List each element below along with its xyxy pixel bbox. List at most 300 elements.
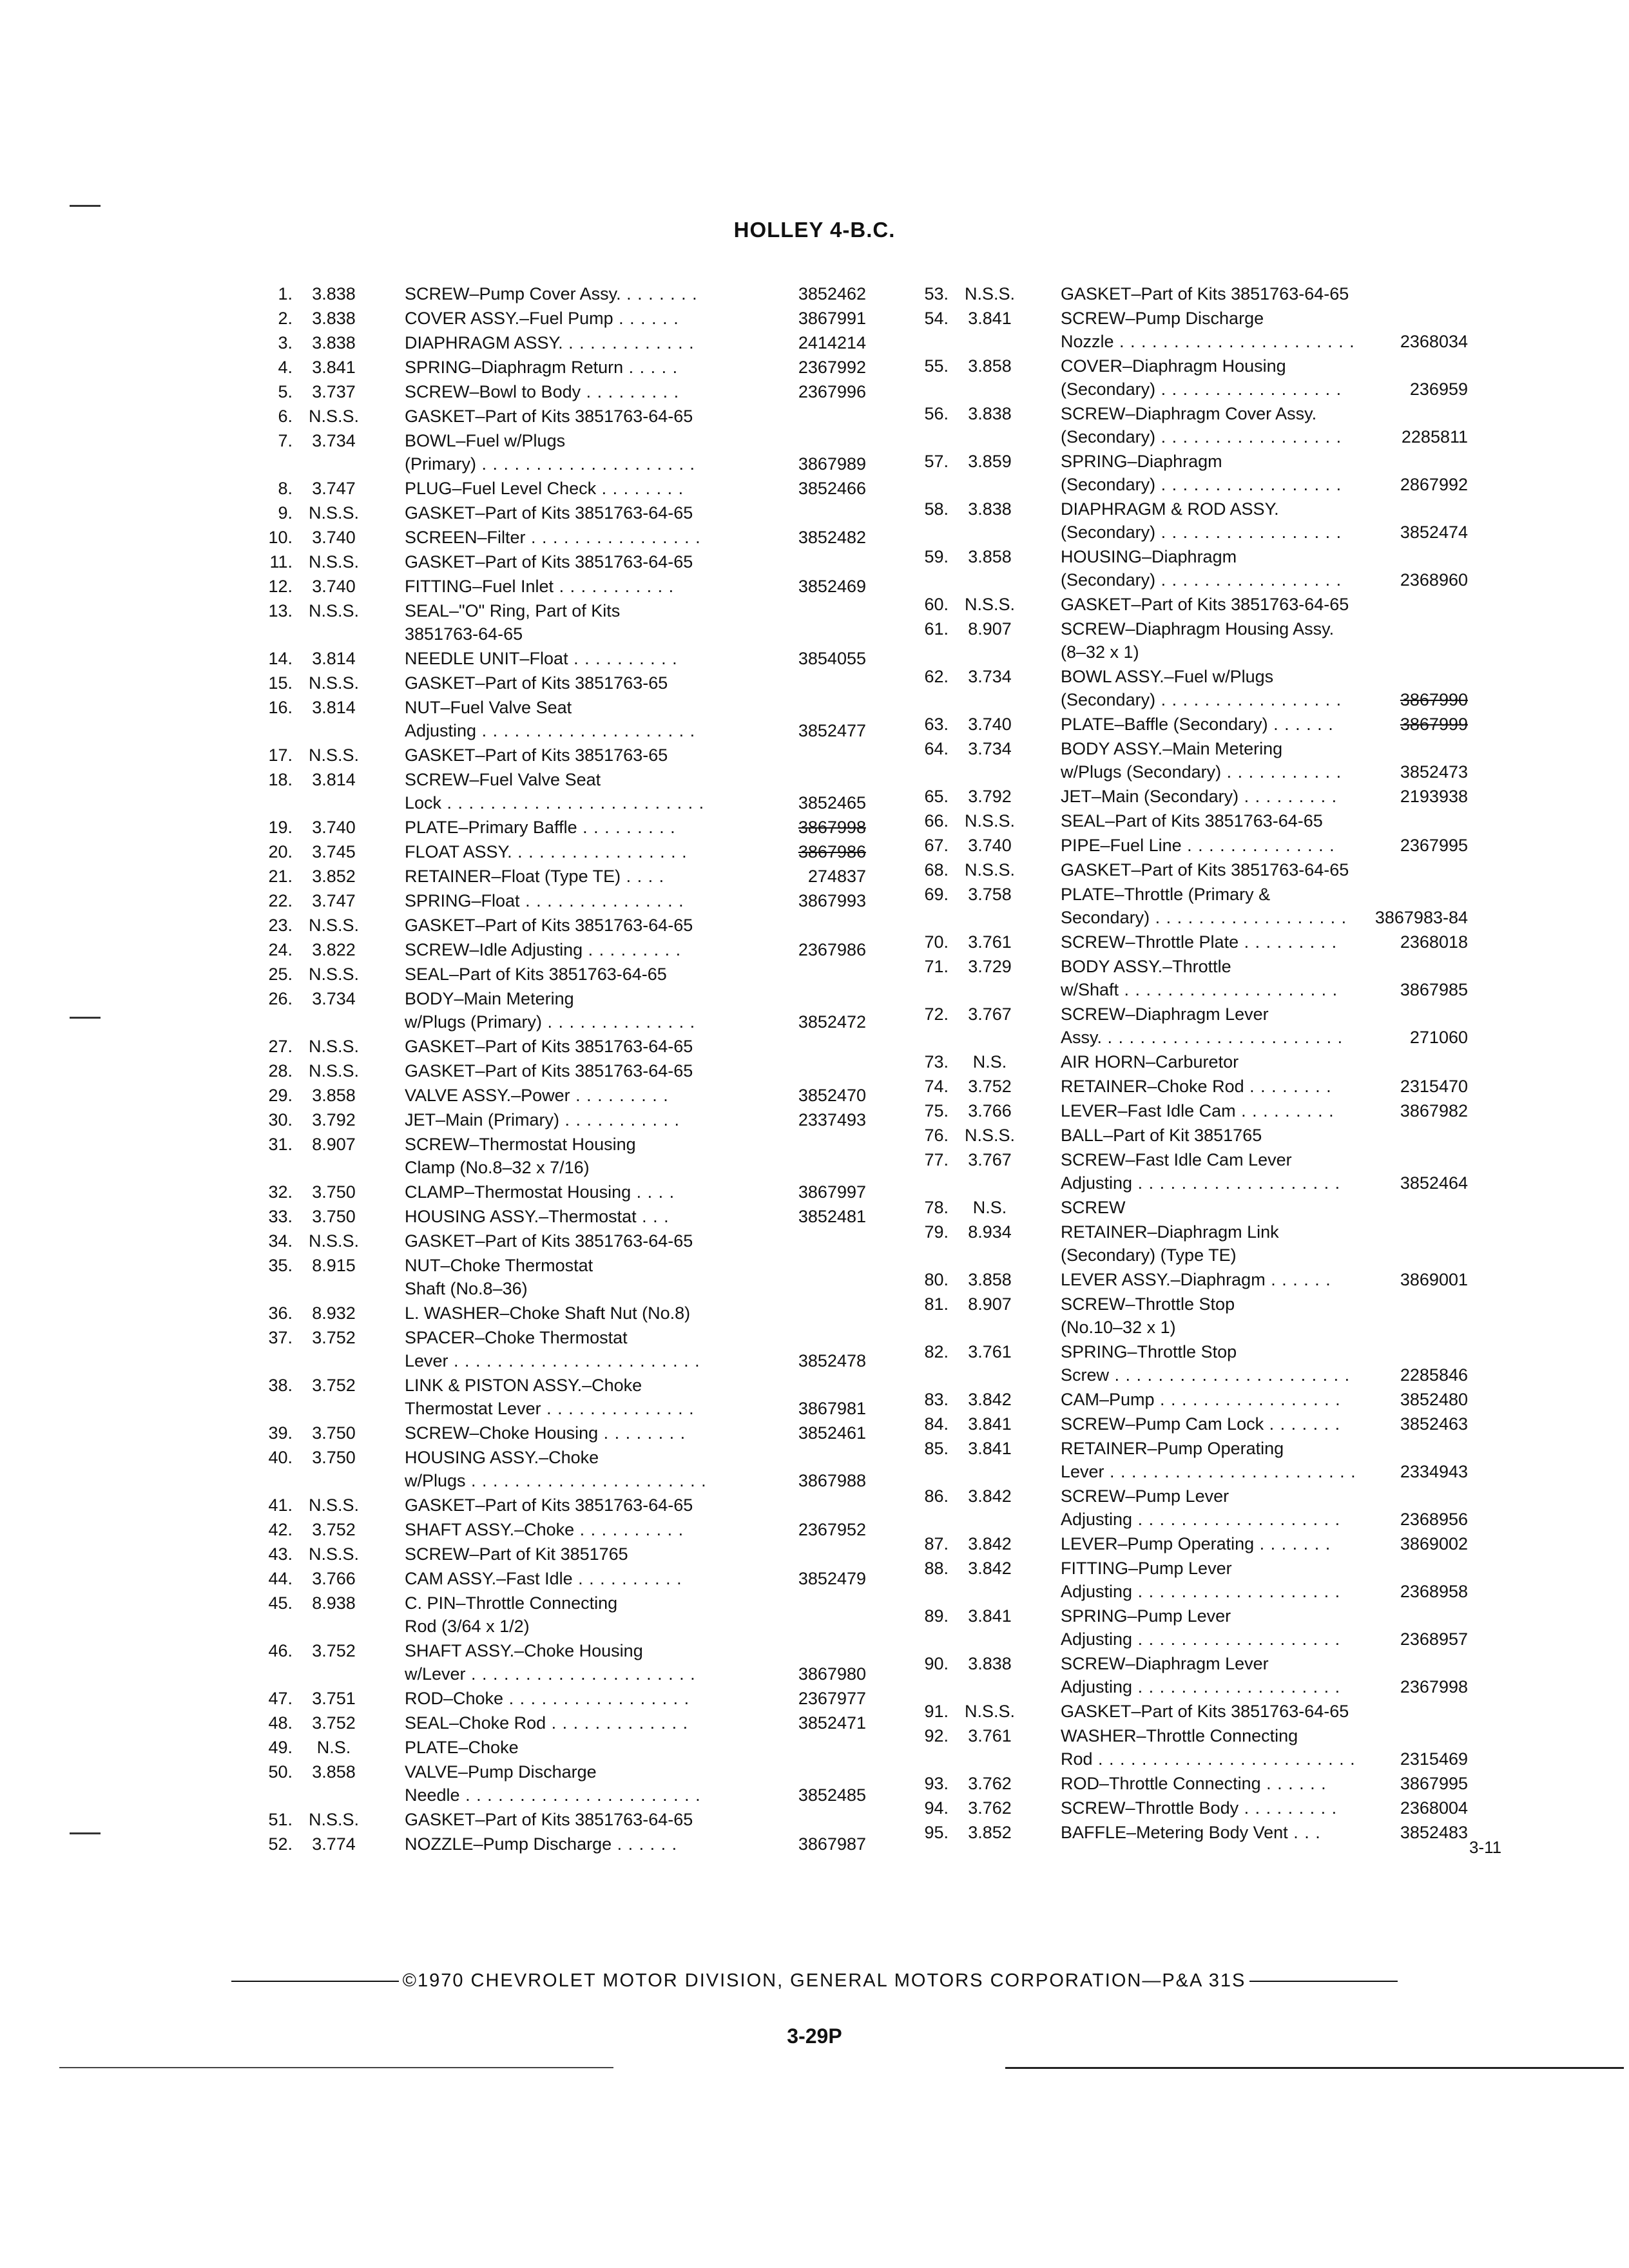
part-entry-line (901, 1075, 1468, 1098)
part-description (405, 1687, 689, 1710)
part-entry (901, 1268, 1468, 1291)
description-text: (8–32 x 1) (1061, 642, 1139, 662)
part-entry-line (901, 450, 1468, 473)
item-number: 44. (268, 1569, 293, 1588)
description-text: PLATE–Primary Baffle (405, 818, 577, 837)
group-number: 3.841 (968, 1439, 1012, 1458)
part-entry-line (901, 1148, 1468, 1171)
description-text: Rod (1061, 1749, 1093, 1769)
item-number: 58. (924, 499, 949, 519)
description-text: COVER–Diaphragm Housing (1061, 356, 1286, 376)
item-number: 74. (924, 1077, 949, 1096)
description-text: SCREW–Part of Kit 3851765 (405, 1544, 628, 1564)
part-entry (245, 987, 878, 1033)
item-number: 84. (924, 1414, 949, 1434)
part-entry-line (245, 1542, 878, 1566)
description-text: Adjusting (405, 721, 477, 740)
item-number: 40. (268, 1448, 293, 1467)
description-text: SEAL–"O" Ring, Part of Kits (405, 601, 621, 620)
part-entry-line (245, 526, 878, 549)
item-number: 32. (268, 1182, 293, 1202)
group-number: 3.747 (312, 479, 356, 498)
part-description (405, 307, 679, 330)
group-number: 3.842 (968, 1486, 1012, 1506)
part-description (1061, 1724, 1298, 1747)
item-number: 95. (924, 1823, 949, 1842)
part-description (1061, 1580, 1340, 1603)
part-entry-line (245, 1639, 878, 1662)
leader-dots: . . . . . . . . . . . . . . . . . . . (1132, 1629, 1341, 1649)
part-number: 3852466 (798, 479, 866, 498)
part-entry-line (245, 1205, 878, 1228)
leader-dots: . . . . . . . . . . . . . . . . . . . . . . (459, 1785, 701, 1805)
part-entry-line (245, 575, 878, 598)
part-entry-line (245, 1687, 878, 1710)
group-number: 8.938 (312, 1593, 356, 1613)
item-number: 39. (268, 1423, 293, 1443)
part-description (405, 1254, 593, 1277)
leader-dots: . . . . . . . . . . . . . . . . . . . . . (465, 1664, 696, 1684)
group-number: 3.734 (968, 667, 1012, 686)
item-number: 3. (278, 333, 293, 352)
part-description (405, 477, 684, 500)
part-entry-line (901, 354, 1468, 378)
item-number: 37. (268, 1328, 293, 1347)
part-entry-line (901, 640, 1468, 664)
group-number: 3.761 (968, 932, 1012, 952)
part-entry-line (245, 550, 878, 573)
part-entry-line (901, 1316, 1468, 1339)
part-entry-line (901, 688, 1468, 711)
description-text: SHAFT ASSY.–Choke Housing (405, 1641, 643, 1660)
description-text: SCREW–Choke Housing (405, 1423, 599, 1443)
part-description (1061, 1003, 1269, 1026)
description-text: w/Shaft (1061, 980, 1119, 999)
part-number: 2367986 (798, 940, 866, 959)
group-number: 3.729 (968, 957, 1012, 976)
part-description (1061, 1437, 1284, 1460)
part-description (1061, 640, 1139, 664)
description-text: Adjusting (1061, 1677, 1133, 1696)
bottom-rule-left (59, 2067, 613, 2068)
item-number: 76. (924, 1126, 949, 1145)
item-number: 30. (268, 1110, 293, 1129)
part-description (405, 768, 601, 791)
group-number: N.S.S. (964, 811, 1016, 831)
item-number: 33. (268, 1207, 293, 1226)
part-entry-line (901, 425, 1468, 448)
part-entry-line (901, 593, 1468, 616)
part-entry-line (901, 1244, 1468, 1267)
leader-dots: . . . . . . . . . . . . . . . . . (1155, 427, 1342, 447)
part-description (405, 1229, 693, 1253)
leader-dots: . . . . . . . . . . . . . . . . . (1155, 475, 1342, 494)
part-entry-line (901, 521, 1468, 544)
part-entry-line (245, 380, 878, 403)
item-number: 22. (268, 891, 293, 910)
part-description (405, 1736, 519, 1759)
part-number: 3867989 (798, 454, 866, 474)
part-entry-line (901, 1747, 1468, 1771)
description-text: Lever (405, 1351, 448, 1370)
part-entry-line (901, 906, 1468, 929)
description-text: Shaft (No.8–36) (405, 1279, 528, 1298)
part-entry (245, 1326, 878, 1372)
part-description (405, 1711, 688, 1735)
part-number: 271060 (1409, 1028, 1468, 1047)
part-entry-line (901, 282, 1468, 305)
leader-dots: . . . . . . . . . . . . . . . . . (1155, 690, 1342, 709)
leader-dots: . . . . . . . . . . . . . . . . . . . . (1119, 980, 1338, 999)
description-text: SCREW–Pump Discharge (1061, 309, 1264, 328)
description-text: SPACER–Choke Thermostat (405, 1328, 628, 1347)
description-text: Needle (405, 1785, 460, 1805)
part-description (1061, 1460, 1356, 1483)
item-number: 57. (924, 452, 949, 471)
description-text: SCREEN–Filter (405, 528, 526, 547)
part-description (1061, 402, 1316, 425)
part-entry-line (901, 713, 1468, 736)
description-text: NEEDLE UNIT–Float (405, 649, 568, 668)
item-number: 28. (268, 1061, 293, 1081)
part-description (405, 987, 574, 1010)
part-description (405, 1760, 597, 1783)
parts-column-right (901, 282, 1468, 1845)
part-entry-line (901, 617, 1468, 640)
item-number: 55. (924, 356, 949, 376)
part-description (1061, 1821, 1321, 1844)
item-number: 47. (268, 1689, 293, 1708)
description-text: GASKET–Part of Kits 3851763-64-65 (405, 1231, 693, 1251)
part-number: 2315469 (1400, 1749, 1468, 1769)
part-entry-line (901, 858, 1468, 881)
part-description (1061, 1675, 1340, 1698)
description-text: ROD–Choke (405, 1689, 504, 1708)
part-description (405, 1662, 696, 1686)
group-number: 3.734 (312, 431, 356, 450)
leader-dots: . . . . . . . . (598, 1423, 686, 1443)
part-entry (901, 1293, 1468, 1339)
part-entry-line (245, 429, 878, 452)
part-entry-line (901, 1171, 1468, 1195)
part-entry (901, 1772, 1468, 1795)
item-number: 1. (278, 284, 293, 303)
part-entry-line (245, 622, 878, 646)
leader-dots: . . . . . . . (1264, 1414, 1341, 1434)
part-entry-line (901, 545, 1468, 568)
group-number: 3.752 (312, 1376, 356, 1395)
part-entry-line (245, 1254, 878, 1277)
leader-dots: . . . . . . . . . . . . (563, 333, 695, 352)
part-entry-line (245, 1494, 878, 1517)
group-number: 3.838 (312, 333, 356, 352)
part-description (1061, 1772, 1327, 1795)
part-entry-line (245, 696, 878, 719)
item-number: 92. (924, 1726, 949, 1745)
leader-dots: . . . . . . . . . . (572, 1569, 682, 1588)
item-number: 72. (924, 1004, 949, 1024)
group-number: 3.740 (968, 715, 1012, 734)
part-description (1061, 785, 1337, 808)
item-number: 29. (268, 1086, 293, 1105)
group-number: 3.858 (312, 1086, 356, 1105)
part-entry-line (901, 378, 1468, 401)
part-description (405, 744, 668, 767)
item-number: 94. (924, 1798, 949, 1818)
leader-dots: . . . . . . . . . . . . . . . . . . . . . . . . (1092, 1749, 1356, 1769)
description-text: SCREW–Diaphragm Lever (1061, 1004, 1269, 1024)
part-entry-line (245, 1662, 878, 1686)
part-entry-line (245, 647, 878, 670)
part-description (1061, 425, 1342, 448)
group-number: 3.814 (312, 770, 356, 789)
part-entry-line (245, 477, 878, 500)
part-description (405, 501, 693, 524)
leader-dots: . . . . . . . . . . (574, 1520, 684, 1539)
group-number: 3.750 (312, 1423, 356, 1443)
part-description (1061, 1026, 1343, 1049)
item-number: 13. (268, 601, 293, 620)
part-entry (901, 1075, 1468, 1098)
part-entry (245, 1229, 878, 1253)
description-text: COVER ASSY.–Fuel Pump (405, 309, 613, 328)
group-number: 3.752 (312, 1328, 356, 1347)
description-text: SCREW–Throttle Plate (1061, 932, 1239, 952)
part-entry-line (245, 1035, 878, 1058)
description-text: LEVER–Fast Idle Cam (1061, 1101, 1236, 1120)
description-text: SPRING–Float (405, 891, 520, 910)
description-text: BOWL ASSY.–Fuel w/Plugs (1061, 667, 1274, 686)
part-entry (245, 1736, 878, 1759)
description-text: GASKET–Part of Kits 3851763-64-65 (1061, 595, 1349, 614)
part-entry (245, 1180, 878, 1204)
leader-dots: . . . . . . . . . . . . . . . . . . . . (476, 721, 696, 740)
part-description (405, 452, 695, 476)
group-number: 3.792 (312, 1110, 356, 1129)
part-entry-line (245, 914, 878, 937)
part-description (405, 1084, 669, 1107)
part-entry-line (901, 1003, 1468, 1026)
group-number: 3.858 (968, 547, 1012, 566)
description-text: BODY ASSY.–Main Metering (1061, 739, 1283, 758)
description-text: VALVE ASSY.–Power (405, 1086, 570, 1105)
part-description (405, 647, 678, 670)
part-description (1061, 930, 1337, 954)
item-number: 5. (278, 382, 293, 401)
part-entry (245, 307, 878, 330)
part-entry-line (901, 1485, 1468, 1508)
part-description (405, 1349, 700, 1372)
margin-mark (70, 1017, 101, 1019)
description-text: SEAL–Part of Kits 3851763-64-65 (1061, 811, 1323, 831)
item-number: 93. (924, 1774, 949, 1793)
item-number: 78. (924, 1198, 949, 1217)
part-entry-line (901, 1050, 1468, 1073)
description-text: JET–Main (Primary) (405, 1110, 560, 1129)
leader-dots: . . . . . . . . . . . . . . . . (525, 528, 701, 547)
part-description (1061, 1244, 1237, 1267)
part-entry (245, 865, 878, 888)
leader-dots: . . . . . . . . . . . . . . . . . (1155, 570, 1342, 590)
part-entry-line (245, 1229, 878, 1253)
part-description (405, 963, 667, 986)
part-description (405, 1035, 693, 1058)
description-text: (Secondary) (Type TE) (1061, 1245, 1237, 1265)
description-text: L. WASHER–Choke Shaft Nut (No.8) (405, 1303, 691, 1323)
part-entry-line (245, 719, 878, 742)
part-entry-line (901, 1652, 1468, 1675)
leader-dots: . . . . . . . (621, 284, 698, 303)
description-text: (Secondary) (1061, 523, 1156, 542)
part-entry-line (245, 1010, 878, 1033)
group-number: N.S.S. (308, 1231, 360, 1251)
part-description (405, 550, 693, 573)
part-description (405, 282, 698, 305)
description-text: PLATE–Throttle (Primary & (1061, 885, 1271, 904)
item-number: 9. (278, 503, 293, 523)
part-entry (901, 858, 1468, 881)
item-number: 85. (924, 1439, 949, 1458)
part-entry (245, 1446, 878, 1492)
item-number: 15. (268, 673, 293, 693)
part-number: 2368034 (1400, 332, 1468, 351)
group-number: 3.838 (312, 284, 356, 303)
leader-dots: . . . . . . . . . . . (559, 1110, 680, 1129)
description-text: WASHER–Throttle Connecting (1061, 1726, 1298, 1745)
part-entry-line (901, 1196, 1468, 1219)
group-number: 3.751 (312, 1689, 356, 1708)
part-entry (245, 840, 878, 863)
part-description (405, 889, 684, 912)
part-entry (901, 883, 1468, 929)
item-number: 21. (268, 867, 293, 886)
group-number: 3.750 (312, 1207, 356, 1226)
leader-dots: . . . . . . . . . . . . . . . . . (1155, 380, 1342, 399)
item-number: 89. (924, 1606, 949, 1626)
item-number: 73. (924, 1052, 949, 1072)
item-number: 67. (924, 836, 949, 855)
item-number: 34. (268, 1231, 293, 1251)
part-number: 2414214 (798, 333, 866, 352)
part-entry (245, 1760, 878, 1807)
description-text: CAM ASSY.–Fast Idle (405, 1569, 573, 1588)
part-entry-line (901, 307, 1468, 330)
section-page-reference: 3-11 (1469, 1838, 1502, 1857)
part-number: 2337493 (798, 1110, 866, 1129)
part-entry (901, 1124, 1468, 1147)
description-text: Thermostat Lever (405, 1399, 541, 1418)
part-description (405, 429, 565, 452)
group-number: 3.841 (312, 358, 356, 377)
part-entry-line (245, 938, 878, 961)
part-description (1061, 617, 1334, 640)
part-number: 2193938 (1400, 787, 1468, 806)
description-text: SCREW–Diaphragm Cover Assy. (1061, 404, 1317, 423)
part-entry (901, 955, 1468, 1001)
group-number: N.S.S. (308, 916, 360, 935)
part-number: 3852471 (798, 1713, 866, 1733)
item-number: 25. (268, 965, 293, 984)
part-entry (901, 737, 1468, 783)
description-text: SPRING–Pump Lever (1061, 1606, 1231, 1626)
description-text: GASKET–Part of Kits 3851763-64-65 (1061, 860, 1349, 879)
part-number: 3869002 (1400, 1534, 1468, 1553)
part-number: 3852463 (1400, 1414, 1468, 1434)
group-number: 3.752 (312, 1520, 356, 1539)
part-entry (245, 1108, 878, 1131)
group-number: 3.752 (968, 1077, 1012, 1096)
leader-dots: . . . . . . . . . (583, 940, 682, 959)
part-entry-line (245, 1736, 878, 1759)
group-number: 8.934 (968, 1222, 1012, 1242)
part-description (405, 1615, 530, 1638)
item-number: 46. (268, 1641, 293, 1660)
group-number: N.S.S. (308, 1495, 360, 1515)
item-number: 4. (278, 358, 293, 377)
part-entry (901, 1220, 1468, 1267)
part-entry (901, 1148, 1468, 1195)
leader-dots: . . . . . . . . . . . . . . (541, 1399, 695, 1418)
part-entry-line (245, 840, 878, 863)
leader-dots: . . . . . . . . . . . . . . (542, 1012, 696, 1032)
part-description (405, 1808, 693, 1831)
part-description (1061, 737, 1282, 760)
group-number: 3.734 (968, 739, 1012, 758)
group-number: N.S. (316, 1738, 351, 1757)
leader-dots: . . . . . . . . . . . . . . . . . (503, 1689, 690, 1708)
part-description (1061, 760, 1342, 783)
part-description (1061, 354, 1286, 378)
part-entry (901, 809, 1468, 832)
description-text: GASKET–Part of Kits 3851763-64-65 (405, 407, 693, 426)
description-text: RETAINER–Float (Type TE) (405, 867, 621, 886)
description-text: SCREW–Fast Idle Cam Lever (1061, 1150, 1292, 1169)
part-description (1061, 1340, 1237, 1363)
group-number: N.S.S. (308, 1037, 360, 1056)
part-entry (901, 1340, 1468, 1387)
part-entry (901, 354, 1468, 401)
description-text: CLAMP–Thermostat Housing (405, 1182, 631, 1202)
part-entry (245, 914, 878, 937)
item-number: 83. (924, 1390, 949, 1409)
part-entry (245, 429, 878, 476)
description-text: SPRING–Throttle Stop (1061, 1342, 1237, 1361)
part-entry (901, 1557, 1468, 1603)
leader-dots: . . . . . . . . . . . . . . . . . . (1150, 908, 1347, 927)
part-number: 3867993 (798, 891, 866, 910)
part-number: 3852472 (798, 1012, 866, 1032)
part-description (405, 696, 572, 719)
item-number: 59. (924, 547, 949, 566)
part-entry (245, 405, 878, 428)
item-number: 14. (268, 649, 293, 668)
group-number: N.S.S. (964, 1702, 1016, 1721)
part-description (1061, 1508, 1340, 1531)
part-description (405, 1326, 628, 1349)
group-number: N.S.S. (308, 1061, 360, 1081)
group-number: N.S.S. (308, 745, 360, 765)
item-number: 90. (924, 1654, 949, 1673)
description-text: ROD–Throttle Connecting (1061, 1774, 1261, 1793)
part-number: 3852481 (798, 1207, 866, 1226)
part-number: 2367996 (798, 382, 866, 401)
group-number: 3.838 (968, 404, 1012, 423)
description-text: SCREW–Pump Lever (1061, 1486, 1229, 1506)
description-text: w/Plugs (Secondary) (1061, 762, 1222, 782)
part-description (405, 1783, 701, 1807)
part-entry (901, 282, 1468, 305)
part-entry-line (901, 978, 1468, 1001)
